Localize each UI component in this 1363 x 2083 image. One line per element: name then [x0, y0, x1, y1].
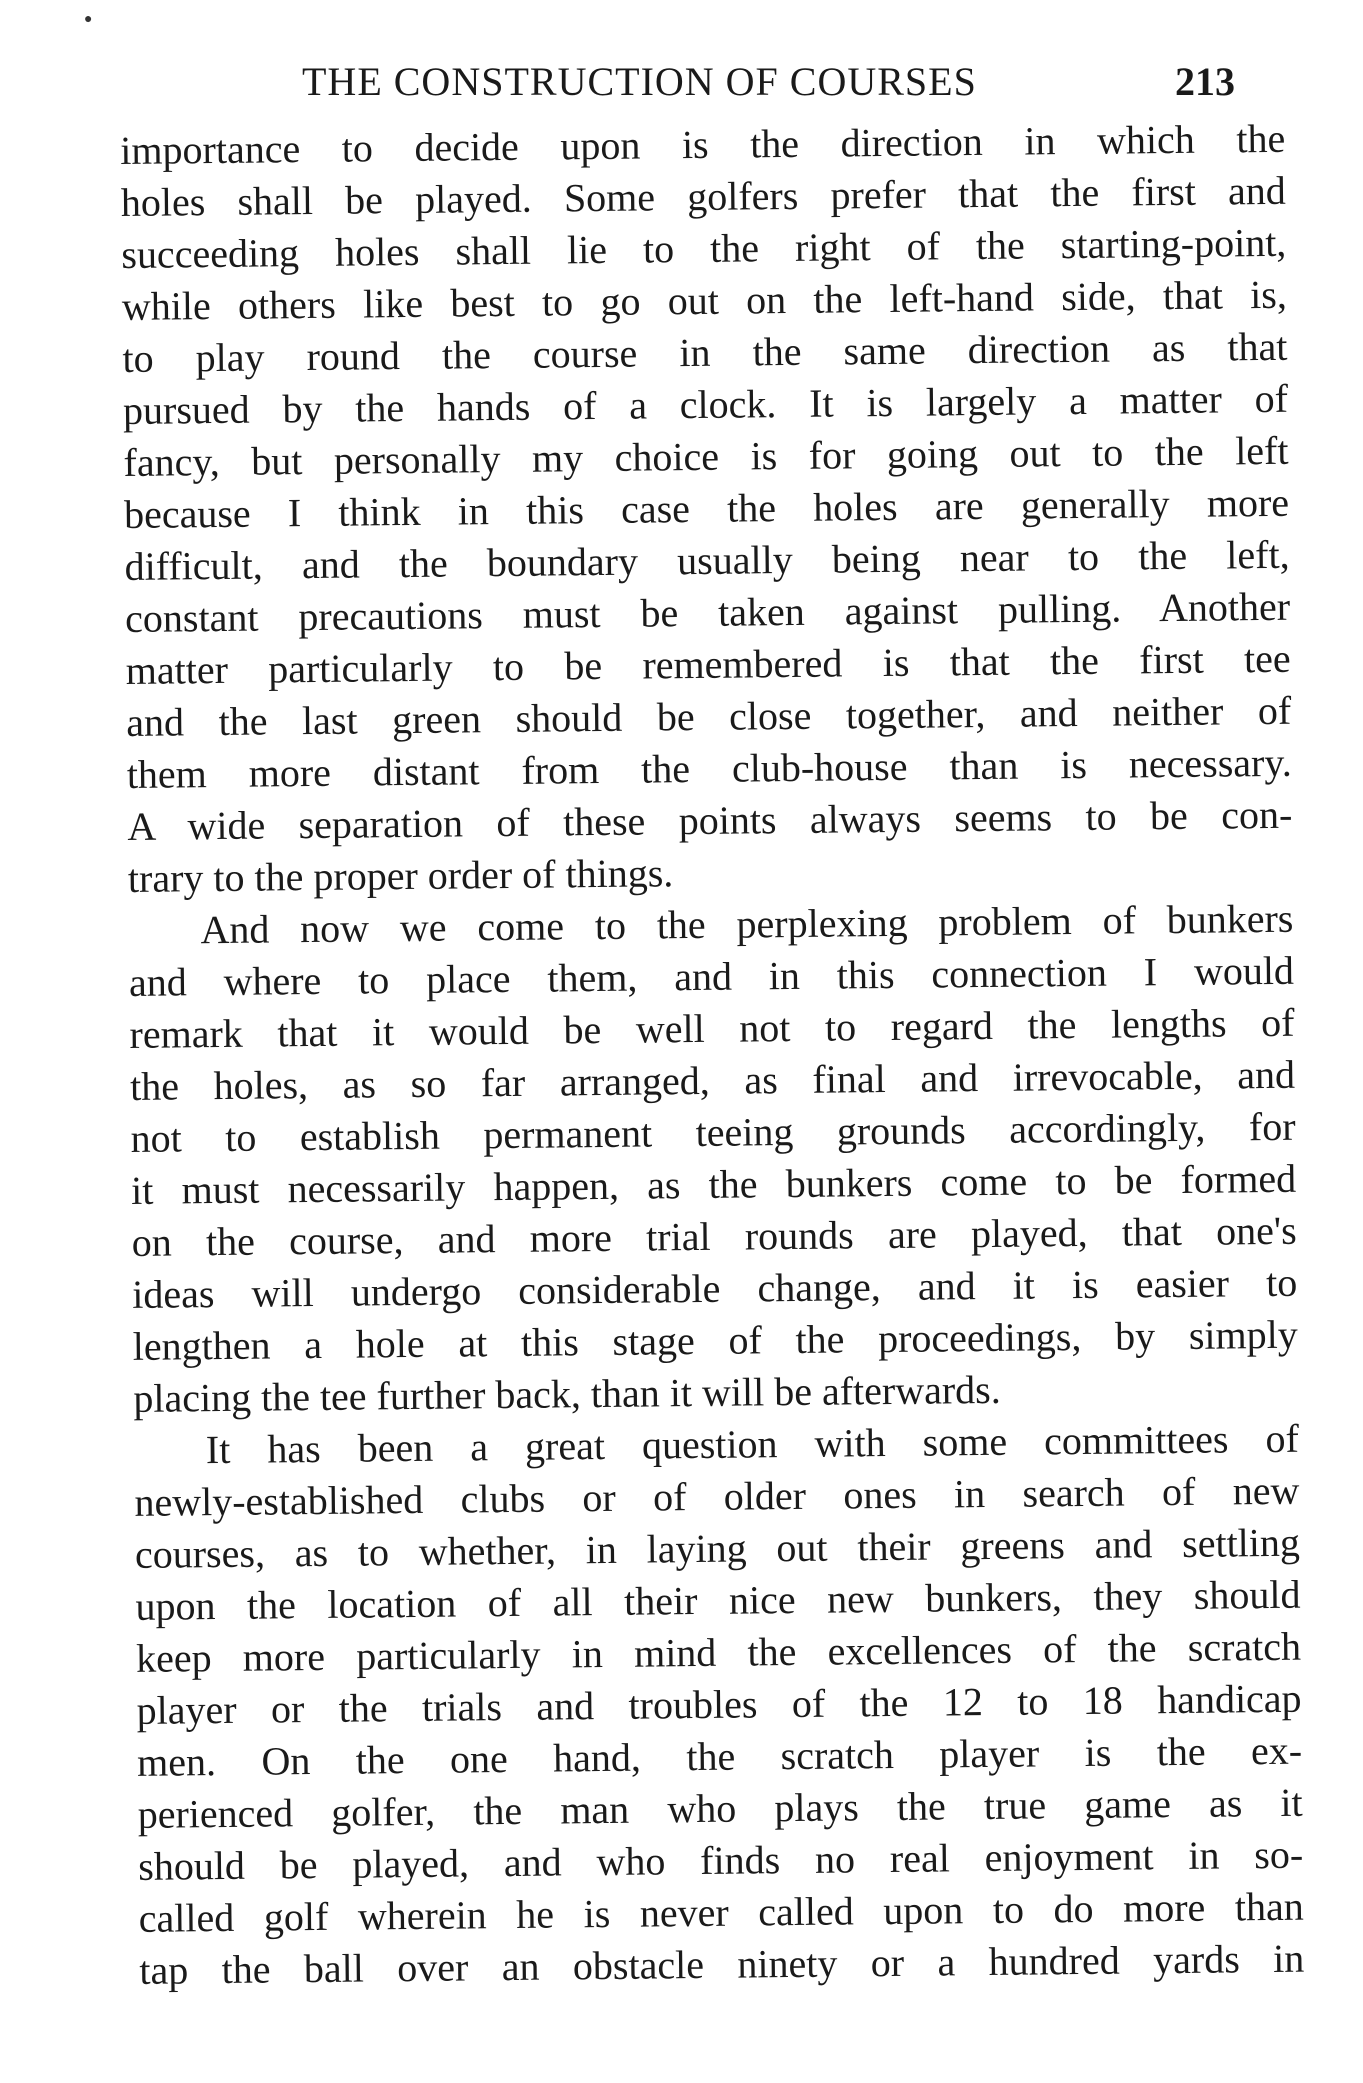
text-line: player or the trials and troubles of the 12 to 18 handicap [136, 1675, 1302, 1733]
text-line: upon the location of all their nice new bunkers, they should [135, 1571, 1301, 1629]
text-line: holes shall be played. Some golfers prefer that the first and [120, 167, 1286, 225]
text-line: succeeding holes shall lie to the right of the starting-point, [121, 219, 1287, 277]
text-line: because I think in this case the holes are generally more [123, 479, 1290, 537]
text-line: pursued by the hands of a clock. It is largely a matter of [122, 375, 1289, 433]
text-line: the holes, as so far arranged, as final and irrevocable, and [129, 1051, 1296, 1109]
text-line: men. On the one hand, the scratch player is the ex- [136, 1727, 1303, 1785]
text-line: trary to the proper order of things. [127, 850, 674, 901]
text-line: should be played, and who finds no real enjoyment in so- [138, 1831, 1304, 1889]
paragraph-start-line: And now we come to the perplexing problem of bunkers [200, 895, 1294, 953]
text-line: courses, as to whether, in laying out their greens and settling [134, 1519, 1301, 1577]
text-line: perienced golfer, the man who plays the true game as it [137, 1779, 1303, 1837]
text-line: to play round the course in the same direction as that [122, 323, 1288, 381]
text-line: them more distant from the club-house than is necessary. [126, 739, 1292, 797]
text-line: placing the tee further back, than it will be afterwards. [133, 1366, 1001, 1421]
text-line: tap the ball over an obstacle ninety or a hundred yards in [139, 1935, 1305, 1993]
text-line: constant precautions must be taken against pulling. Another [124, 583, 1291, 641]
text-line: on the course, and more trial rounds are played, that one's [131, 1207, 1297, 1265]
text-line: called golf wherein he is never called upon to do more than [138, 1883, 1304, 1941]
text-line: while others like best to go out on the left-hand side, that is, [121, 271, 1288, 329]
text-line: and where to place them, and in this connection I would [128, 947, 1295, 1005]
text-line: lengthen a hole at this stage of the proceedings, by simply [132, 1311, 1298, 1369]
text-line: remark that it would be well not to regard the lengths of [129, 999, 1295, 1057]
running-head: THE CONSTRUCTION OF COURSES [302, 59, 977, 104]
page-header [0, 58, 1363, 118]
text-line: fancy, but personally my choice is for going out to the left [123, 427, 1289, 485]
page-number: 213 [1175, 59, 1235, 104]
text-line: newly-established clubs or of older ones in search of new [134, 1467, 1300, 1525]
body-text [120, 113, 1305, 1997]
text-line: A wide separation of these points always seems to be con- [127, 791, 1293, 849]
paragraph-start-line: It has been a great question with some committees of [205, 1415, 1300, 1473]
text-line: ideas will undergo considerable change, and it is easier to [132, 1259, 1298, 1317]
text-line: not to establish permanent teeing grounds accordingly, for [130, 1103, 1296, 1161]
text-line: and the last green should be close together, and neither of [126, 687, 1292, 745]
margin-mark: ● [84, 12, 93, 27]
text-line: difficult, and the boundary usually being near to the left, [124, 531, 1290, 589]
text-line: importance to decide upon is the direction in which the [120, 115, 1286, 173]
text-line: keep more particularly in mind the excellences of the scratch [135, 1623, 1302, 1681]
text-line: it must necessarily happen, as the bunkers come to be formed [130, 1155, 1297, 1213]
text-line: matter particularly to be remembered is that the first tee [125, 635, 1291, 693]
